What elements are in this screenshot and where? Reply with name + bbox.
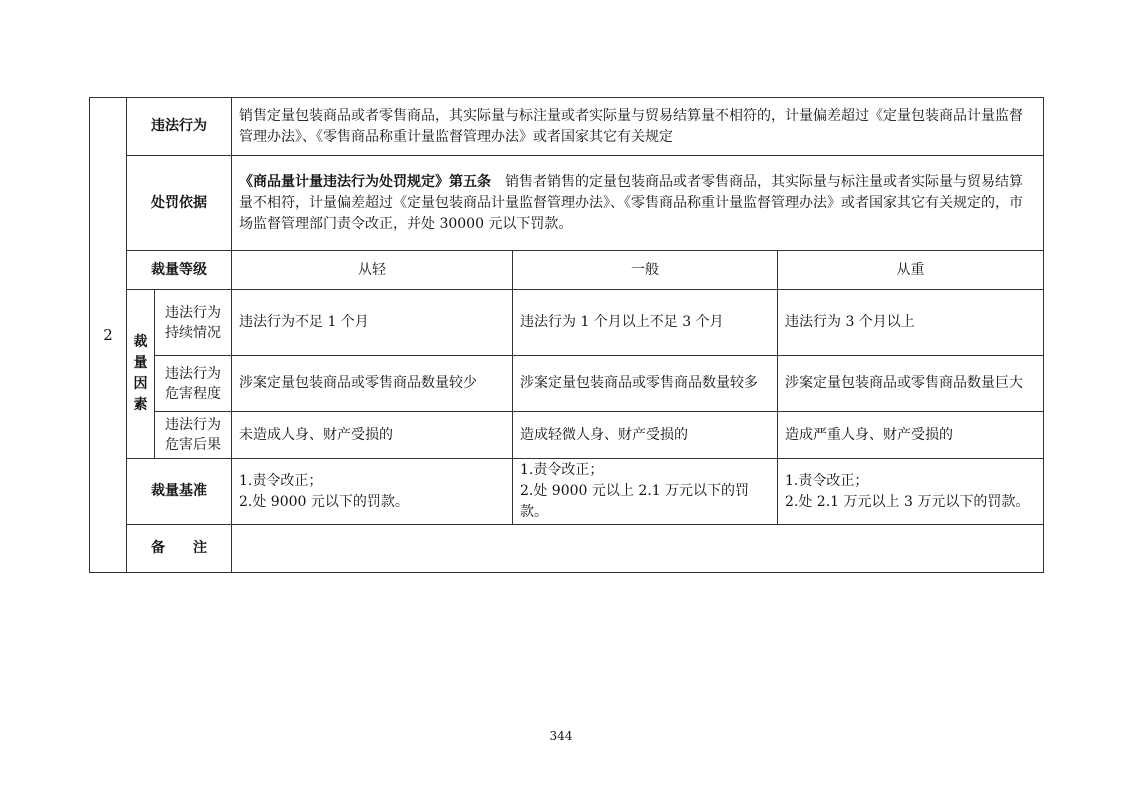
penalty-basis-cell — [232, 156, 1044, 251]
factor-row-harm-consequence — [90, 412, 1044, 459]
benchmark-general-line2: 2.处 9000 元以上 2.1 万元以下的罚款。 — [520, 483, 750, 520]
level-general: 一般 — [513, 251, 778, 290]
remarks-text — [232, 525, 1044, 573]
penalty-basis-label: 处罚依据 — [127, 156, 232, 251]
benchmark-lenient-line2: 2.处 9000 元以下的罚款。 — [239, 493, 409, 510]
row-number: 2 — [90, 98, 127, 573]
level-lenient: 从轻 — [232, 251, 513, 290]
factor-name-duration: 违法行为持续情况 — [155, 290, 232, 356]
benchmark-severe-line2: 2.处 2.1 万元以上 3 万元以下的罚款。 — [785, 493, 1030, 510]
legal-reference: 《商品量计量违法行为处罚规定》第五条 — [239, 173, 491, 190]
factor-duration-lenient: 违法行为不足 1 个月 — [232, 290, 513, 356]
violation-label: 违法行为 — [127, 98, 232, 156]
remarks-row — [90, 525, 1044, 573]
levels-label: 裁量等级 — [127, 251, 232, 290]
factor-harm-degree-lenient: 涉案定量包装商品或零售商品数量较少 — [232, 356, 513, 412]
factor-name-harm-degree: 违法行为危害程度 — [155, 356, 232, 412]
factor-duration-general: 违法行为 1 个月以上不足 3 个月 — [513, 290, 778, 356]
remarks-label: 备 注 — [127, 525, 232, 573]
benchmark-general — [513, 459, 778, 525]
factors-label: 裁量因素 — [127, 290, 155, 459]
factor-harm-degree-severe: 涉案定量包装商品或零售商品数量巨大 — [778, 356, 1044, 412]
benchmark-label: 裁量基准 — [127, 459, 232, 525]
violation-text: 销售定量包装商品或者零售商品，其实际量与标注量或者实际量与贸易结算量不相符的，计量偏差超过《定量包装商品计量监督管理办法》、《零售商品称重计量监督管理办法》或者国家其它有关规定 — [232, 98, 1044, 156]
factor-row-harm-degree — [90, 356, 1044, 412]
factor-duration-severe: 违法行为 3 个月以上 — [778, 290, 1044, 356]
penalty-basis-row — [90, 156, 1044, 251]
factor-row-duration — [90, 290, 1044, 356]
benchmark-lenient — [232, 459, 513, 525]
level-severe: 从重 — [778, 251, 1044, 290]
violation-row — [90, 98, 1044, 156]
factor-consequence-general: 造成轻微人身、财产受损的 — [513, 412, 778, 459]
factor-harm-degree-general: 涉案定量包装商品或零售商品数量较多 — [513, 356, 778, 412]
discretion-standard-table — [89, 97, 1044, 573]
page-number: 344 — [549, 729, 573, 743]
benchmark-general-line1: 1.责令改正； — [520, 462, 604, 478]
benchmark-severe-line1: 1.责令改正； — [785, 472, 869, 489]
factor-name-harm-consequence: 违法行为危害后果 — [155, 412, 232, 459]
levels-row — [90, 251, 1044, 290]
factor-consequence-lenient: 未造成人身、财产受损的 — [232, 412, 513, 459]
benchmark-severe — [778, 459, 1044, 525]
penalty-basis-text: 销售者销售的定量包装商品或者零售商品，其实际量与标注量或者实际量与贸易结算量不相符，计量偏差超过《定量包装商品计量监督管理办法》、《零售商品称重计量监督管理办法》或者国家其它有关规定的，市场监督管理部门责令改正，并处 30000 元以下罚款。 — [239, 173, 1023, 232]
benchmark-row — [90, 459, 1044, 525]
factor-consequence-severe: 造成严重人身、财产受损的 — [778, 412, 1044, 459]
benchmark-lenient-line1: 1.责令改正； — [239, 472, 323, 489]
